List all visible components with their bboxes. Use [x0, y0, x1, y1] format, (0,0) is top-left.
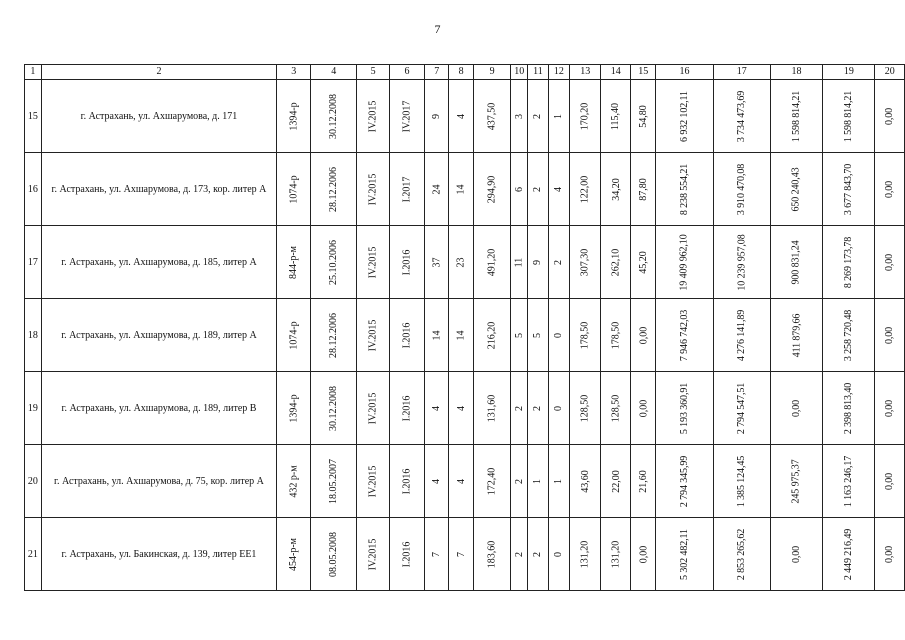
cost-local-value: 1 598 814,21 — [843, 90, 855, 142]
cost-total-value: 8 238 554,21 — [679, 163, 691, 215]
rooms-private-value: 2 — [532, 405, 544, 411]
cost-fund-cell — [713, 80, 770, 153]
cost-total-cell — [656, 153, 713, 226]
cost-extra-cell — [875, 445, 905, 518]
area-private-value: 131,20 — [610, 540, 622, 568]
cost-extra-cell — [875, 226, 905, 299]
cost-extra-value: 0,00 — [884, 326, 896, 344]
cost-extra-value: 0,00 — [884, 545, 896, 563]
area-private-cell — [601, 299, 631, 372]
plan-start-value: IV.2015 — [367, 173, 379, 205]
cost-region-cell — [770, 299, 822, 372]
residents-count-value: 9 — [431, 113, 443, 119]
area-private-value: 128,50 — [610, 394, 622, 422]
plan-end-value: I.2016 — [401, 541, 413, 567]
rooms-count-value: 2 — [513, 478, 525, 484]
total-area-value: 491,20 — [486, 248, 498, 276]
rooms-municipal-value: 2 — [553, 259, 565, 265]
residents-resettled-cell — [449, 445, 473, 518]
column-number: 2 — [41, 65, 277, 80]
rooms-private-cell — [528, 372, 549, 445]
cost-region-value: 0,00 — [790, 545, 802, 563]
plan-end-value: I.2016 — [401, 395, 413, 421]
rooms-private-cell — [528, 299, 549, 372]
cost-region-value: 1 598 814,21 — [791, 90, 802, 142]
plan-start-value: IV.2015 — [367, 392, 379, 424]
area-municipal-value: 45,20 — [637, 250, 649, 274]
table-row — [25, 226, 905, 299]
column-number: 16 — [656, 65, 713, 80]
order-number-cell — [277, 153, 311, 226]
apartment-resettlement-table — [24, 64, 905, 591]
area-municipal-cell — [631, 153, 656, 226]
rooms-municipal-cell — [548, 299, 569, 372]
order-date-value: 28.12.2006 — [328, 166, 340, 212]
cost-local-cell — [823, 445, 875, 518]
plan-end-cell — [390, 518, 425, 591]
cost-total-cell — [656, 80, 713, 153]
plan-end-value: I.2016 — [401, 322, 413, 348]
order-number-value: 454-р-м — [288, 537, 300, 571]
area-total-value: 128,50 — [579, 394, 591, 422]
total-area-cell — [473, 226, 511, 299]
cost-total-value: 5 302 482,11 — [679, 528, 691, 580]
cost-local-cell — [823, 518, 875, 591]
residents-count-cell — [424, 226, 448, 299]
cost-total-value: 5 193 360,91 — [679, 382, 691, 434]
area-municipal-cell — [631, 226, 656, 299]
address-cell: г. Астрахань, ул. Ахшарумова, д. 185, литер А — [41, 226, 277, 299]
column-number: 3 — [277, 65, 311, 80]
order-number-value: 1074-р — [288, 320, 300, 350]
plan-start-value: IV.2015 — [367, 100, 379, 132]
area-municipal-value: 54,80 — [637, 104, 649, 128]
rooms-municipal-cell — [548, 153, 569, 226]
cost-fund-value: 2 853 265,62 — [736, 528, 748, 580]
cost-total-value: 6 932 102,11 — [679, 90, 691, 142]
order-date-cell — [311, 226, 357, 299]
rooms-count-cell — [511, 518, 528, 591]
column-number: 8 — [449, 65, 473, 80]
cost-fund-value: 10 239 957,08 — [736, 233, 748, 291]
table-row — [25, 153, 905, 226]
order-date-value: 18.05.2007 — [328, 458, 340, 504]
order-number-cell — [277, 80, 311, 153]
column-number: 4 — [311, 65, 357, 80]
plan-end-value: I.2016 — [401, 249, 413, 275]
cost-fund-cell — [713, 372, 770, 445]
area-private-cell — [601, 226, 631, 299]
order-number-value: 1394-р — [288, 101, 300, 131]
column-number: 7 — [424, 65, 448, 80]
area-total-value: 178,50 — [579, 321, 591, 349]
cost-local-cell — [823, 80, 875, 153]
area-municipal-cell — [631, 80, 656, 153]
rooms-count-cell — [511, 445, 528, 518]
cost-fund-value: 4 276 141,89 — [736, 309, 748, 361]
order-date-cell — [311, 445, 357, 518]
row-number-cell: 18 — [25, 299, 42, 372]
plan-start-cell — [357, 153, 390, 226]
rooms-private-cell — [528, 445, 549, 518]
total-area-cell — [473, 518, 511, 591]
plan-start-value: IV.2015 — [367, 246, 379, 278]
residents-resettled-value: 4 — [455, 478, 467, 484]
rooms-private-value: 2 — [532, 113, 544, 119]
cost-region-value: 245 975,37 — [790, 458, 802, 504]
total-area-value: 216,20 — [486, 321, 498, 349]
row-number-cell: 16 — [25, 153, 42, 226]
plan-end-cell — [390, 372, 425, 445]
row-number-cell: 20 — [25, 445, 42, 518]
order-number-cell — [277, 372, 311, 445]
address-cell: г. Астрахань, ул. Ахшарумова, д. 189, литер А — [41, 299, 277, 372]
rooms-private-value: 9 — [532, 259, 544, 265]
residents-count-cell — [424, 299, 448, 372]
rooms-private-value: 1 — [532, 478, 544, 484]
rooms-municipal-cell — [548, 226, 569, 299]
page-number: 7 — [434, 22, 441, 36]
residents-resettled-value: 4 — [455, 405, 467, 411]
area-total-value: 43,60 — [579, 469, 591, 493]
rooms-count-cell — [511, 226, 528, 299]
order-date-value: 08.05.2008 — [328, 531, 340, 577]
rooms-private-value: 2 — [532, 186, 544, 192]
row-number-cell: 21 — [25, 518, 42, 591]
address-cell: г. Астрахань, ул. Бакинская, д. 139, литер ЕЕ1 — [41, 518, 277, 591]
rooms-private-cell — [528, 80, 549, 153]
residents-resettled-value: 14 — [455, 184, 467, 194]
area-total-cell — [570, 299, 601, 372]
plan-end-cell — [390, 153, 425, 226]
rooms-municipal-value: 0 — [553, 332, 565, 338]
cost-fund-cell — [713, 518, 770, 591]
area-private-cell — [601, 445, 631, 518]
plan-start-cell — [357, 299, 390, 372]
total-area-cell — [473, 153, 511, 226]
total-area-value: 183,60 — [486, 540, 498, 568]
table-row — [25, 299, 905, 372]
cost-total-cell — [656, 226, 713, 299]
plan-end-value: IV.2017 — [401, 100, 413, 132]
area-municipal-cell — [631, 372, 656, 445]
rooms-municipal-value: 1 — [553, 113, 565, 119]
cost-fund-value: 3 910 470,08 — [736, 163, 748, 215]
rooms-municipal-value: 4 — [553, 186, 565, 192]
order-number-cell — [277, 299, 311, 372]
rooms-count-value: 6 — [513, 186, 525, 192]
residents-count-value: 7 — [431, 551, 443, 557]
area-total-cell — [570, 372, 601, 445]
rooms-private-cell — [528, 153, 549, 226]
order-date-value: 30.12.2008 — [328, 385, 340, 431]
cost-total-cell — [656, 445, 713, 518]
rooms-count-cell — [511, 80, 528, 153]
column-number: 6 — [390, 65, 425, 80]
residents-resettled-value: 4 — [455, 113, 467, 119]
total-area-value: 172,40 — [486, 467, 498, 495]
cost-extra-value: 0,00 — [884, 253, 896, 271]
area-total-value: 170,20 — [579, 102, 591, 130]
residents-resettled-cell — [449, 372, 473, 445]
cost-local-value: 1 163 246,17 — [843, 455, 855, 507]
order-date-cell — [311, 153, 357, 226]
order-date-cell — [311, 372, 357, 445]
plan-end-value: I.2017 — [401, 176, 413, 202]
column-number: 1 — [25, 65, 42, 80]
rooms-private-cell — [528, 226, 549, 299]
area-total-cell — [570, 518, 601, 591]
column-number: 12 — [548, 65, 569, 80]
cost-local-value: 2 449 216,49 — [843, 528, 855, 580]
total-area-value: 437,50 — [486, 102, 498, 130]
rooms-municipal-cell — [548, 80, 569, 153]
cost-region-value: 900 831,24 — [790, 239, 802, 285]
cost-extra-cell — [875, 80, 905, 153]
rooms-private-cell — [528, 518, 549, 591]
rooms-count-cell — [511, 153, 528, 226]
cost-total-cell — [656, 518, 713, 591]
total-area-cell — [473, 299, 511, 372]
area-municipal-cell — [631, 299, 656, 372]
order-date-cell — [311, 80, 357, 153]
rooms-count-cell — [511, 372, 528, 445]
cost-extra-value: 0,00 — [884, 472, 896, 490]
cost-local-cell — [823, 299, 875, 372]
cost-total-value: 19 409 962,10 — [679, 233, 691, 291]
area-total-value: 122,00 — [579, 175, 591, 203]
cost-extra-value: 0,00 — [884, 180, 896, 198]
plan-start-cell — [357, 445, 390, 518]
cost-total-value: 2 794 345,99 — [679, 455, 691, 507]
rooms-municipal-cell — [548, 518, 569, 591]
cost-local-cell — [823, 226, 875, 299]
column-number-row — [25, 65, 905, 80]
area-total-cell — [570, 445, 601, 518]
area-private-value: 262,10 — [610, 248, 622, 276]
cost-local-value: 3 258 720,48 — [843, 309, 855, 361]
residents-resettled-value: 14 — [455, 330, 467, 340]
cost-fund-value: 2 794 547,51 — [736, 382, 748, 434]
residents-count-cell — [424, 80, 448, 153]
total-area-cell — [473, 445, 511, 518]
cost-region-cell — [770, 80, 822, 153]
plan-end-value: I.2016 — [401, 468, 413, 494]
column-number: 14 — [601, 65, 631, 80]
row-number-cell: 15 — [25, 80, 42, 153]
rooms-private-value: 5 — [532, 332, 544, 338]
row-number-cell: 17 — [25, 226, 42, 299]
column-number: 20 — [875, 65, 905, 80]
order-number-value: 1074-р — [288, 174, 300, 204]
cost-region-value: 411 879,66 — [790, 313, 802, 357]
table-row — [25, 518, 905, 591]
order-date-cell — [311, 299, 357, 372]
rooms-count-cell — [511, 299, 528, 372]
cost-region-cell — [770, 518, 822, 591]
rooms-municipal-value: 0 — [553, 405, 565, 411]
plan-start-value: IV.2015 — [367, 319, 379, 351]
cost-region-value: 650 240,43 — [790, 166, 802, 212]
residents-resettled-cell — [449, 226, 473, 299]
cost-local-value: 8 269 173,78 — [843, 236, 855, 288]
cost-region-value: 0,00 — [790, 399, 802, 417]
order-number-cell — [277, 445, 311, 518]
residents-count-value: 14 — [431, 330, 443, 340]
row-number-cell: 19 — [25, 372, 42, 445]
rooms-private-value: 2 — [532, 551, 544, 557]
order-number-cell — [277, 518, 311, 591]
residents-resettled-value: 23 — [455, 257, 467, 267]
residents-count-value: 4 — [431, 478, 443, 484]
plan-end-cell — [390, 299, 425, 372]
residents-count-cell — [424, 153, 448, 226]
area-total-value: 307,30 — [579, 248, 591, 276]
plan-start-value: IV.2015 — [367, 538, 379, 570]
address-cell: г. Астрахань, ул. Ахшарумова, д. 171 — [41, 80, 277, 153]
residents-resettled-cell — [449, 80, 473, 153]
residents-resettled-value: 7 — [455, 551, 467, 557]
cost-total-value: 7 946 742,03 — [679, 309, 691, 361]
column-number: 13 — [570, 65, 601, 80]
cost-fund-value: 3 734 473,69 — [736, 90, 748, 142]
rooms-municipal-cell — [548, 445, 569, 518]
column-number: 17 — [713, 65, 770, 80]
cost-extra-cell — [875, 518, 905, 591]
rooms-count-value: 2 — [513, 405, 525, 411]
cost-region-cell — [770, 226, 822, 299]
area-private-cell — [601, 372, 631, 445]
total-area-value: 294,90 — [486, 175, 498, 203]
area-private-cell — [601, 80, 631, 153]
area-total-cell — [570, 153, 601, 226]
area-municipal-value: 0,00 — [637, 545, 649, 563]
rooms-count-value: 2 — [513, 551, 525, 557]
cost-extra-cell — [875, 153, 905, 226]
cost-region-cell — [770, 445, 822, 518]
table-row — [25, 372, 905, 445]
rooms-count-value: 5 — [513, 332, 525, 338]
cost-region-cell — [770, 372, 822, 445]
plan-start-cell — [357, 226, 390, 299]
plan-start-cell — [357, 518, 390, 591]
cost-local-value: 2 398 813,40 — [843, 382, 855, 434]
area-municipal-value: 21,60 — [637, 469, 649, 493]
cost-region-cell — [770, 153, 822, 226]
address-cell: г. Астрахань, ул. Ахшарумова, д. 173, кор. литер А — [41, 153, 277, 226]
area-municipal-value: 87,80 — [637, 177, 649, 201]
residents-count-value: 4 — [431, 405, 443, 411]
area-total-cell — [570, 80, 601, 153]
order-number-value: 844-р-м — [288, 245, 300, 279]
area-private-value: 115,40 — [610, 102, 622, 130]
order-date-cell — [311, 518, 357, 591]
cost-total-cell — [656, 372, 713, 445]
area-private-value: 34,20 — [610, 177, 622, 201]
cost-fund-value: 1 385 124,45 — [736, 455, 748, 507]
address-cell: г. Астрахань, ул. Ахшарумова, д. 75, кор. литер А — [41, 445, 277, 518]
plan-start-cell — [357, 372, 390, 445]
residents-resettled-cell — [449, 518, 473, 591]
total-area-cell — [473, 80, 511, 153]
cost-fund-cell — [713, 153, 770, 226]
cost-fund-cell — [713, 445, 770, 518]
residents-count-cell — [424, 518, 448, 591]
plan-start-cell — [357, 80, 390, 153]
plan-end-cell — [390, 226, 425, 299]
column-number: 18 — [770, 65, 822, 80]
order-number-value: 1394-р — [288, 393, 300, 423]
cost-fund-cell — [713, 226, 770, 299]
area-total-value: 131,20 — [579, 540, 591, 568]
column-number: 5 — [357, 65, 390, 80]
order-number-value: 432 р-м — [288, 464, 300, 498]
cost-extra-cell — [875, 299, 905, 372]
area-municipal-cell — [631, 518, 656, 591]
column-number: 9 — [473, 65, 511, 80]
cost-extra-value: 0,00 — [884, 399, 896, 417]
area-private-value: 178,50 — [610, 321, 622, 349]
column-number: 15 — [631, 65, 656, 80]
total-area-cell — [473, 372, 511, 445]
rooms-municipal-value: 0 — [553, 551, 565, 557]
rooms-count-value: 3 — [513, 113, 525, 119]
area-private-value: 22,00 — [610, 469, 622, 493]
order-date-value: 30.12.2008 — [328, 93, 340, 139]
residents-count-value: 24 — [431, 184, 443, 194]
residents-count-cell — [424, 372, 448, 445]
area-municipal-value: 0,00 — [637, 399, 649, 417]
order-number-cell — [277, 226, 311, 299]
column-number: 19 — [823, 65, 875, 80]
total-area-value: 131,60 — [486, 394, 498, 422]
plan-start-value: IV.2015 — [367, 465, 379, 497]
cost-extra-cell — [875, 372, 905, 445]
order-date-value: 28.12.2006 — [328, 312, 340, 358]
residents-count-cell — [424, 445, 448, 518]
cost-local-value: 3 677 843,70 — [843, 163, 855, 215]
rooms-municipal-cell — [548, 372, 569, 445]
residents-resettled-cell — [449, 153, 473, 226]
cost-local-cell — [823, 153, 875, 226]
area-private-cell — [601, 153, 631, 226]
cost-extra-value: 0,00 — [884, 107, 896, 125]
area-municipal-cell — [631, 445, 656, 518]
residents-resettled-cell — [449, 299, 473, 372]
area-municipal-value: 0,00 — [637, 326, 649, 344]
table-row — [25, 80, 905, 153]
column-number: 10 — [511, 65, 528, 80]
order-date-value: 25.10.2006 — [328, 239, 340, 285]
column-number: 11 — [528, 65, 549, 80]
area-private-cell — [601, 518, 631, 591]
plan-end-cell — [390, 445, 425, 518]
area-total-cell — [570, 226, 601, 299]
rooms-count-value: 11 — [513, 257, 525, 267]
address-cell: г. Астрахань, ул. Ахшарумова, д. 189, литер В — [41, 372, 277, 445]
plan-end-cell — [390, 80, 425, 153]
cost-local-cell — [823, 372, 875, 445]
residents-count-value: 37 — [431, 257, 443, 267]
cost-total-cell — [656, 299, 713, 372]
rooms-municipal-value: 1 — [553, 478, 565, 484]
cost-fund-cell — [713, 299, 770, 372]
table-row — [25, 445, 905, 518]
